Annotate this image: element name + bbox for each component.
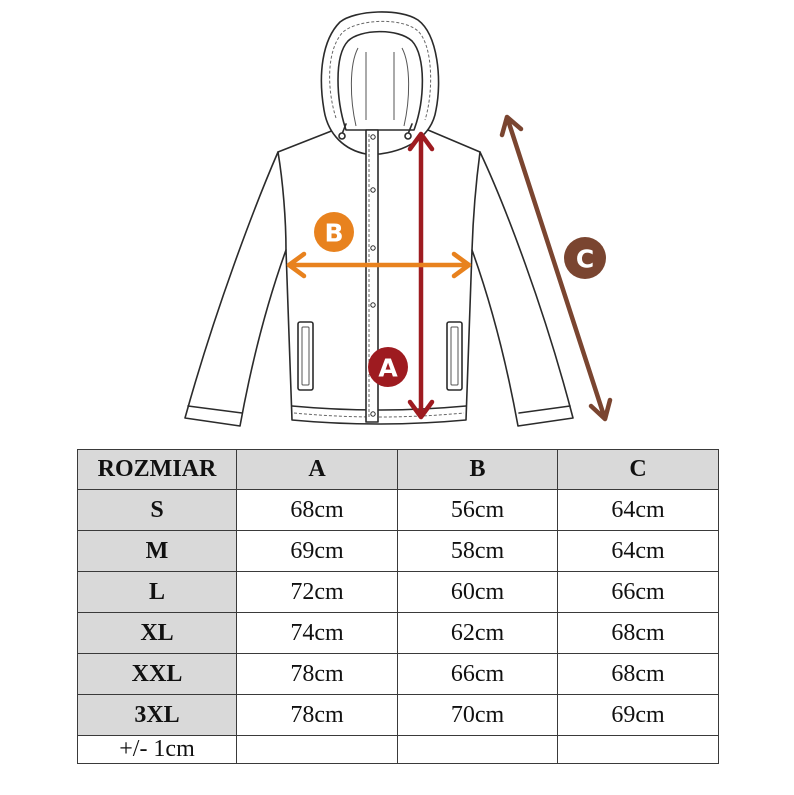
size-table [77,449,719,764]
empty-cell [398,736,558,764]
value-c: 64cm [558,531,719,572]
header-b: B [398,450,558,490]
table-row [78,531,719,572]
snap-button [371,188,375,192]
header-a: A [237,450,398,490]
left-pocket [298,322,313,390]
snap-button [371,303,375,307]
table-row [78,490,719,531]
badge-a-label: A [378,353,398,383]
value-a: 68cm [237,490,398,531]
value-c: 69cm [558,695,719,736]
value-a: 72cm [237,572,398,613]
value-b: 70cm [398,695,558,736]
right-pocket [447,322,462,390]
size-cell: S [78,490,237,531]
value-b: 62cm [398,613,558,654]
value-b: 58cm [398,531,558,572]
size-cell: L [78,572,237,613]
value-c: 64cm [558,490,719,531]
header-c: C [558,450,719,490]
table-row [78,695,719,736]
badge-b-label: B [324,218,344,248]
value-a: 74cm [237,613,398,654]
snap-button [371,246,375,250]
size-cell: 3XL [78,695,237,736]
value-c: 68cm [558,654,719,695]
value-c: 66cm [558,572,719,613]
value-b: 66cm [398,654,558,695]
tolerance-note: +/- 1cm [78,736,237,764]
hood-opening [338,32,422,130]
snap-button [371,412,375,416]
size-cell: M [78,531,237,572]
table-header-row [78,450,719,490]
value-b: 56cm [398,490,558,531]
value-a: 78cm [237,695,398,736]
empty-cell [558,736,719,764]
size-cell: XL [78,613,237,654]
table-row [78,654,719,695]
table-row [78,613,719,654]
value-c: 68cm [558,613,719,654]
snap-button [371,135,375,139]
tolerance-row [78,736,719,764]
header-size: ROZMIAR [78,450,237,490]
value-b: 60cm [398,572,558,613]
empty-cell [237,736,398,764]
badge-c-label: C [575,244,595,274]
value-a: 69cm [237,531,398,572]
table-row [78,572,719,613]
size-cell: XXL [78,654,237,695]
value-a: 78cm [237,654,398,695]
